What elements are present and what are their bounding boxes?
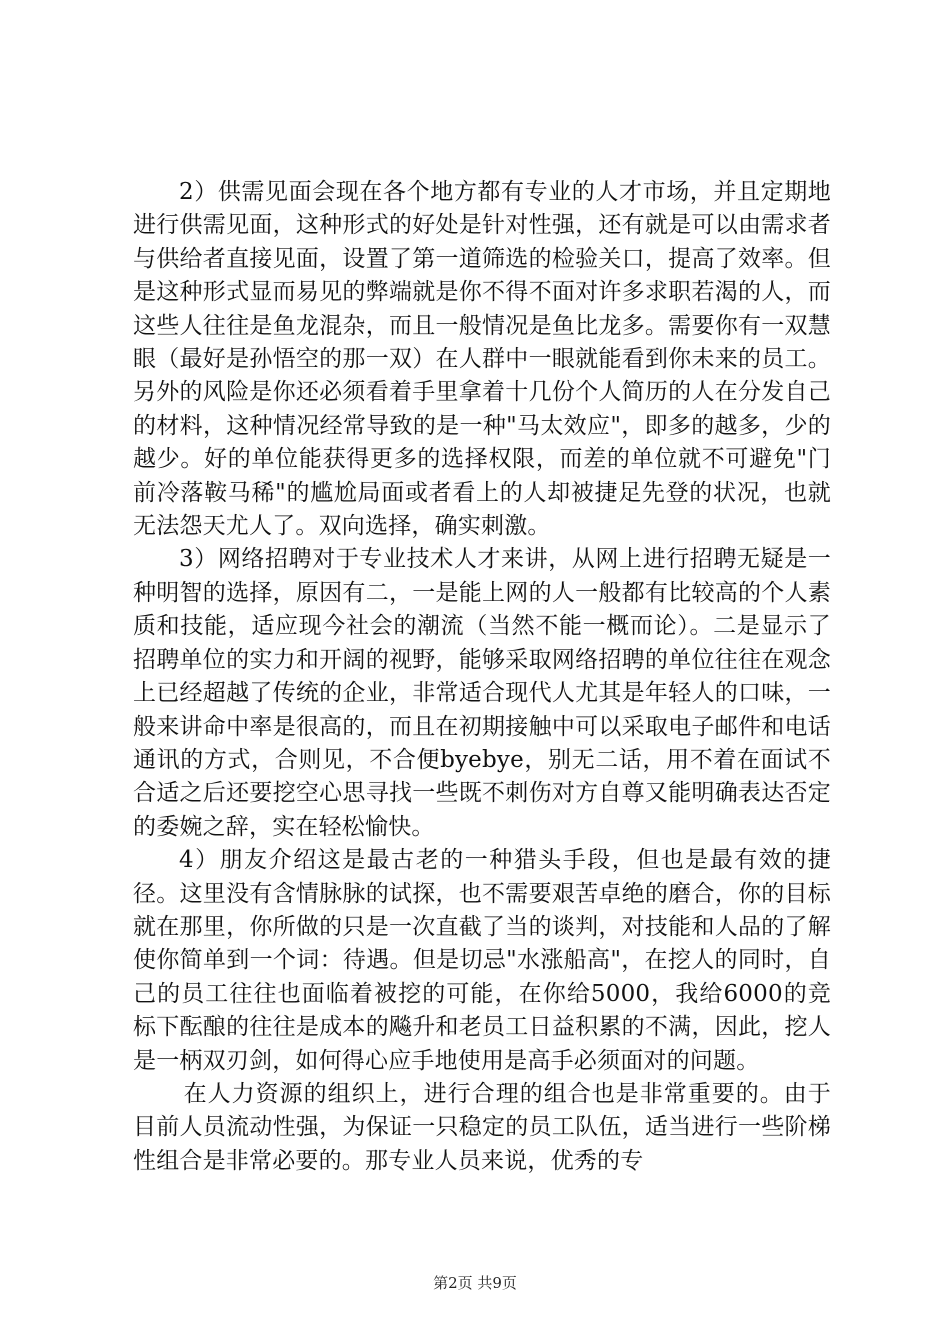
paragraph-supply-demand-meeting: 2）供需见面会现在各个地方都有专业的人才市场，并且定期地进行供需见面，这种形式的好处是针对性强，还有就是可以由需求者与供给者直接见面，设置了第一道筛选的检验关口，提高了效率。但是这种形式显而易见的弊端就是你不得不面对许多求职若渴的人，而这些人往往是鱼龙混杂，而且一般情况是鱼比龙多。需要你有一双慧眼（最好是孙悟空的那一双）在人群中一眼就能看到你未来的员工。另外的风险是你还必须看着手里拿着十几份个人简历的人在分发自己的材料，这种情况经常导致的是一种"马太效应"，即多的越多，少的越少。好的单位能获得更多的选择权限，而差的单位就不可避免"门前冷落鞍马稀"的尴尬局面或者看上的人却被捷足先登的状况，也就无法怨天尤人了。双向选择，确实刺激。 [133,179,831,540]
paragraph-online-recruitment: 3）网络招聘对于专业技术人才来讲，从网上进行招聘无疑是一种明智的选择，原因有二，一是能上网的人一般都有比较高的个人素质和技能，适应现今社会的潮流（当然不能一概而论）。二是显示了招聘单位的实力和开阔的视野，能够采取网络招聘的单位往往在观念上已经超越了传统的企业，非常适合现代人尤其是年轻人的口味，一般来讲命中率是很高的，而且在初期接触中可以采取电子邮件和电话通讯的方式，合则见，不合便byebye，别无二话，用不着在面试不合适之后还要挖空心思寻找一些既不刺伤对方自尊又能明确表达否定的委婉之辞，实在轻松愉快。 [133,546,831,840]
paragraph-friend-referral: 4）朋友介绍这是最古老的一种猎头手段，但也是最有效的捷径。这里没有含情脉脉的试探，也不需要艰苦卓绝的磨合，你的目标就在那里，你所做的只是一次直截了当的谈判，对技能和人品的了解使你简单到一个词：待遇。但是切忌"水涨船高"，在挖人的同时，自己的员工往往也面临着被挖的可能，在你给5000，我给6000的竞标下酝酿的往往是成本的飚升和老员工日益积累的不满，因此，挖人是一柄双刃剑，如何得心应手地使用是高手必须面对的问题。 [133,847,831,1074]
page-number-indicator: 第2页 共9页 [433,1274,517,1292]
paragraph-hr-organization: 在人力资源的组织上，进行合理的组合也是非常重要的。由于目前人员流动性强，为保证一只稳定的员工队伍，适当进行一些阶梯性组合是非常必要的。那专业人员来说，优秀的专 [133,1080,831,1174]
document-body [133,176,831,1178]
page-footer [0,1273,950,1293]
